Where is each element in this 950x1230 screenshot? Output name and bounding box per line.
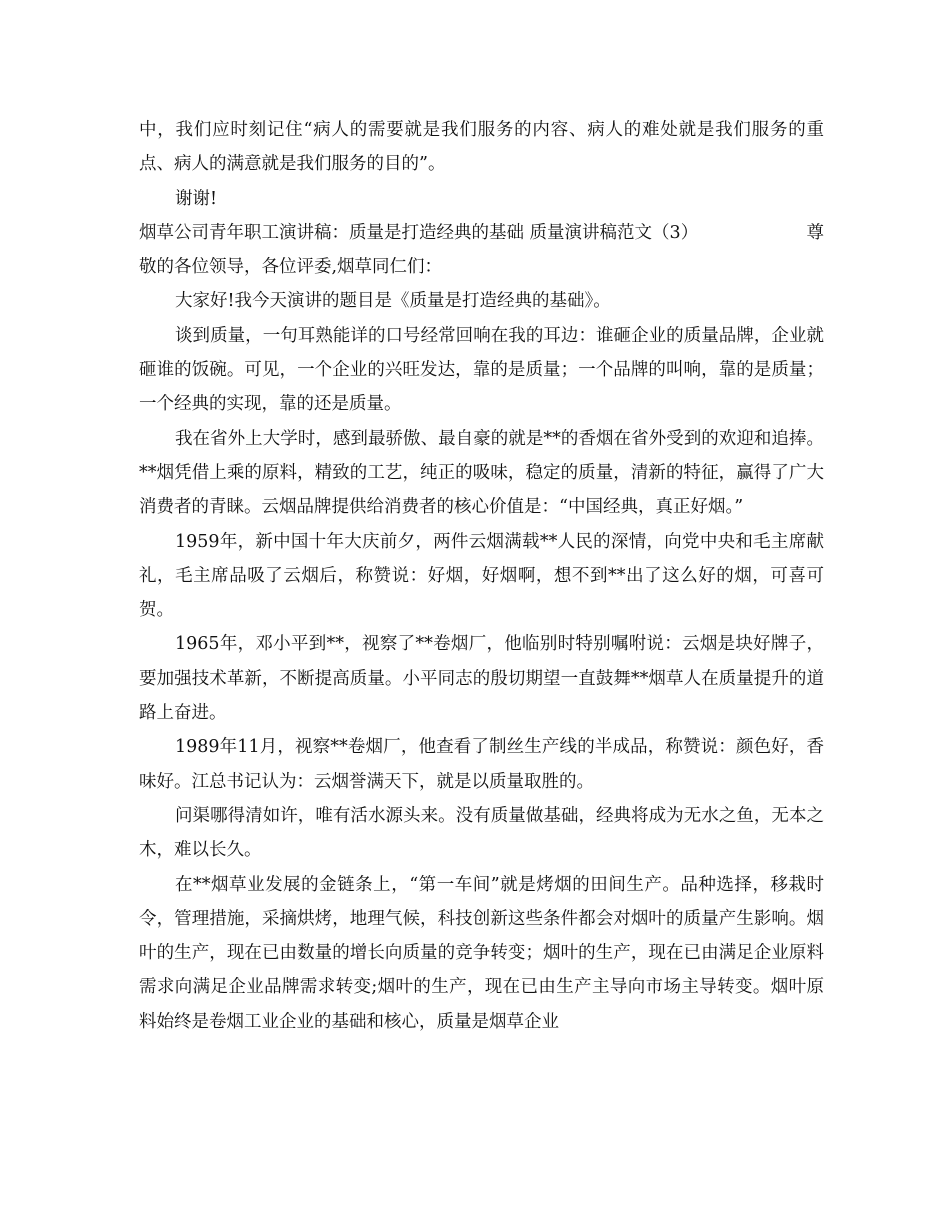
body-paragraph: 1965年，邓小平到**，视察了**卷烟厂，他临别时特别嘱咐说：云烟是块好牌子，要加强技术革新，不断提高质量。小平同志的殷切期望一直鼓舞**烟草人在质量提升的道路上奋进。 — [139, 634, 824, 724]
speech-heading — [139, 216, 824, 250]
thanks-line: 谢谢! — [175, 188, 218, 209]
speech-heading-tail: 尊 — [806, 222, 824, 243]
intro-paragraph: 中，我们应时刻记住“病人的需要就是我们服务的内容、病人的难处就是我们服务的重点、病人的满意就是我们服务的目的”。 — [139, 120, 824, 175]
body-paragraph: 我在省外上大学时，感到最骄傲、最自豪的就是**的香烟在省外受到的欢迎和追捧。**烟凭借上乘的原料，精致的工艺，纯正的吸味，稳定的质量，清新的特征，赢得了广大消费者的青睐。云烟品牌提供给消费者的核心价值是：“中国经典，真正好烟。” — [139, 428, 824, 518]
body-paragraph: 1959年，新中国十年大庆前夕，两件云烟满载**人民的深情，向党中央和毛主席献礼，毛主席品吸了云烟后，称赞说：好烟，好烟啊，想不到**出了这么好的烟，可喜可贺。 — [139, 531, 824, 621]
document-body — [139, 113, 824, 1039]
body-paragraph: 在**烟草业发展的金链条上，“第一车间”就是烤烟的田间生产。品种选择，移栽时令，管理措施，采摘烘烤，地理气候，科技创新这些条件都会对烟叶的质量产生影响。烟叶的生产，现在已由数量的增长向质量的竞争转变；烟叶的生产，现在已由满足企业原料需求向满足企业品牌需求转变;烟叶的生产，现在已由生产主导向市场主导转变。烟叶原料始终是卷烟工业企业的基础和核心，质量是烟草企业 — [139, 874, 824, 1032]
body-paragraph: 谈到质量，一句耳熟能详的口号经常回响在我的耳边：谁砸企业的质量品牌，企业就砸谁的饭碗。可见，一个企业的兴旺发达，靠的是质量；一个品牌的叫响，靠的是质量；一个经典的实现，靠的还是质量。 — [139, 325, 824, 415]
body-paragraph: 1989年11月，视察**卷烟厂，他查看了制丝生产线的半成品，称赞说：颜色好，香味好。江总书记认为：云烟誉满天下，就是以质量取胜的。 — [139, 737, 824, 792]
body-paragraph: 大家好!我今天演讲的题目是《质量是打造经典的基础》。 — [175, 291, 611, 312]
salutation: 敬的各位领导，各位评委,烟草同仁们： — [139, 257, 443, 278]
speech-heading-title: 烟草公司青年职工演讲稿：质量是打造经典的基础 质量演讲稿范文（3） — [139, 222, 699, 243]
body-paragraph: 问渠哪得清如许，唯有活水源头来。没有质量做基础，经典将成为无水之鱼，无本之木，难以长久。 — [139, 805, 824, 861]
